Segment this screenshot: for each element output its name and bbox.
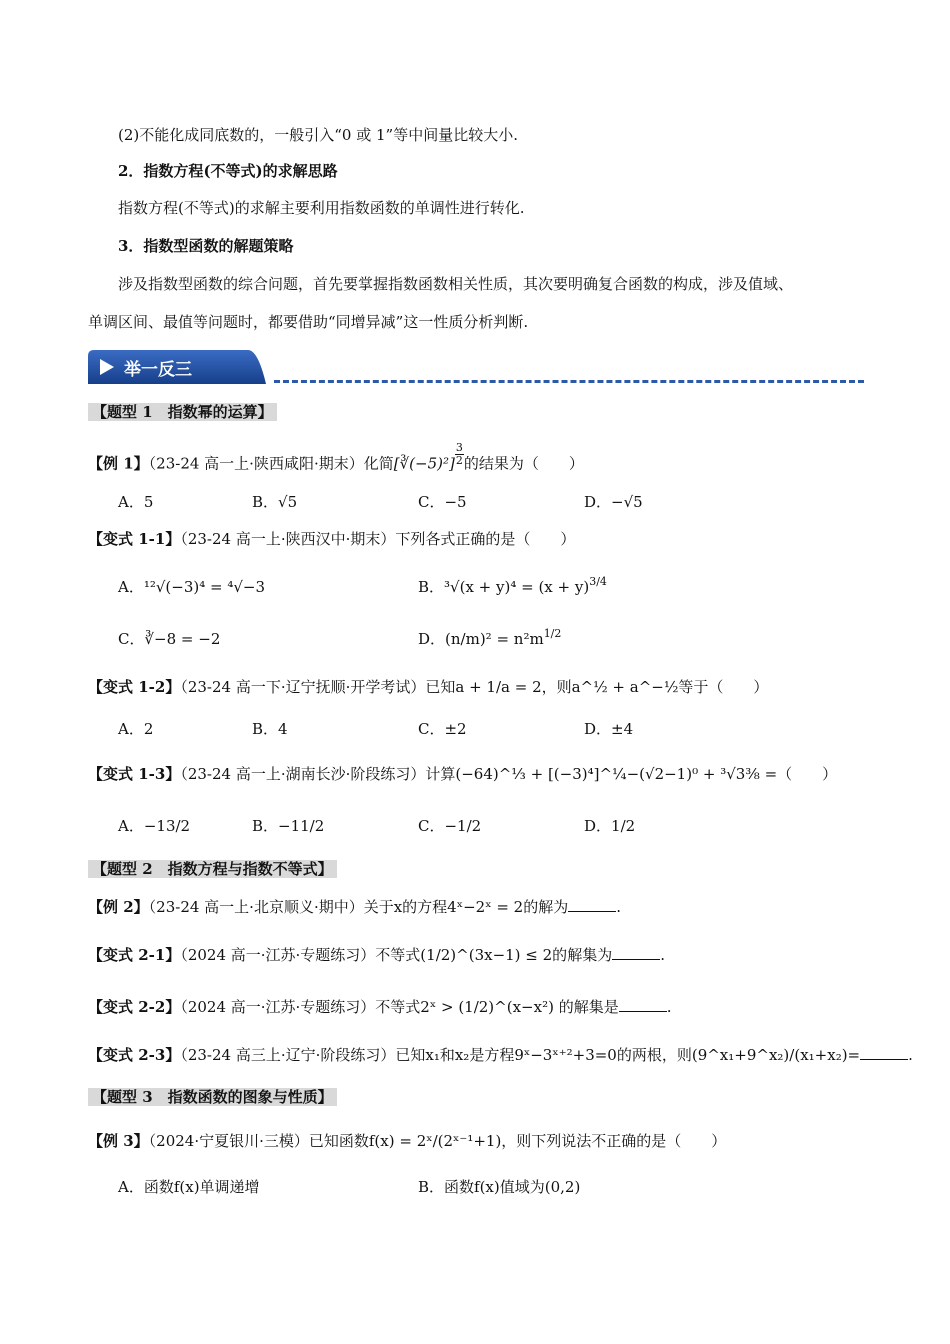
intro-paragraph-3b: 单调区间、最值等问题时，都要借助“同增异减”这一性质分析判断. <box>88 313 529 331</box>
variant-1-1-option-d: D．$(n/m)^2 = n^2m^{1/2}$ <box>418 627 562 648</box>
section-heading-3: 3．指数型函数的解题策略 <box>118 237 294 255</box>
answer-blank <box>860 1045 908 1060</box>
example-1-option-b: B．√5 <box>252 493 298 511</box>
intro-paragraph-1: (2)不能化成同底数的，一般引入“0 或 1”等中间量比较大小. <box>118 126 518 144</box>
type1-heading: 【题型 1 指数幂的运算】 <box>88 401 277 423</box>
variant-1-3-option-c: C．−1/2 <box>418 817 482 835</box>
example-1-option-d: D．−√5 <box>584 493 643 511</box>
example-2: 【例 2】（23-24 高一上·北京顺义·期中）关于x的方程4ˣ−2ˣ = 2的解为 . <box>88 898 621 916</box>
variant-1-1: 【变式 1-1】（23-24 高一上·陕西汉中·期末）下列各式正确的是（ ） <box>88 530 576 548</box>
variant-2-3: 【变式 2-3】（23-24 高三上·辽宁·阶段练习）已知x₁和x₂是方程9ˣ−3ˣ⁺²+3=0的两根，则(9^x₁+9^x₂)/(x₁+x₂)= . <box>88 1046 913 1064</box>
variant-1-1-option-a: A．¹²√(−3)⁴ = ⁴√−3 <box>118 578 266 596</box>
intro-paragraph-2: 指数方程(不等式)的求解主要利用指数函数的单调性进行转化. <box>118 199 525 217</box>
example-1-option-c: C．−5 <box>418 493 467 511</box>
answer-blank <box>619 997 667 1012</box>
banner-label: 举一反三 <box>124 360 192 380</box>
example-1: 【例 1】（23-24 高一上·陕西咸阳·期末）化简[∛(−5)²] $\frac{3}{2}$ 的结果为（ ） <box>88 441 584 473</box>
intro-paragraph-3a: 涉及指数型函数的综合问题，首先要掌握指数函数相关性质，其次要明确复合函数的构成，涉及值域、 <box>118 275 794 293</box>
variant-1-3: 【变式 1-3】（23-24 高一上·湖南长沙·阶段练习）计算(−64)^⅓ + [(−3)⁴]^¼−(√2−1)⁰ + ³√3⅜ =（ ） <box>88 765 838 783</box>
variant-1-2-option-d: D．±4 <box>584 720 634 738</box>
variant-1-2: 【变式 1-2】（23-24 高一下·辽宁抚顺·开学考试）已知a + 1/a = 2，则a^½ + a^−½等于（ ） <box>88 678 769 696</box>
variant-1-1-option-c: C．∛−8 = −2 <box>118 630 221 648</box>
variant-1-1-option-b: B．$^3√(x + y)^4 = (x + y)^{3/4}$ <box>418 575 607 596</box>
variant-1-3-option-b: B．−11/2 <box>252 817 325 835</box>
variant-1-2-option-a: A．2 <box>118 720 154 738</box>
type2-heading: 【题型 2 指数方程与指数不等式】 <box>88 858 337 880</box>
type3-heading: 【题型 3 指数函数的图象与性质】 <box>88 1086 337 1108</box>
variant-1-2-option-c: C．±2 <box>418 720 467 738</box>
example-3-option-b: B．函数f(x)值域为(0,2) <box>418 1178 581 1196</box>
variant-1-3-option-a: A．−13/2 <box>118 817 191 835</box>
variant-2-1: 【变式 2-1】（2024 高一·江苏·专题练习）不等式(1/2)^(3x−1) ≤ 2的解集为 . <box>88 946 665 964</box>
example-3: 【例 3】（2024·宁夏银川·三模）已知函数f(x) = 2ˣ/(2ˣ⁻¹+1)，则下列说法不正确的是（ ） <box>88 1132 727 1150</box>
example-3-option-a: A．函数f(x)单调递增 <box>118 1178 260 1196</box>
section-heading-2: 2．指数方程(不等式)的求解思路 <box>118 162 338 180</box>
variant-1-3-option-d: D．1/2 <box>584 817 636 835</box>
answer-blank <box>612 945 660 960</box>
section-banner <box>88 350 266 384</box>
banner-divider <box>274 380 864 383</box>
answer-blank <box>568 897 616 912</box>
example-1-option-a: A．5 <box>118 493 154 511</box>
variant-1-2-option-b: B．4 <box>252 720 288 738</box>
variant-2-2: 【变式 2-2】（2024 高一·江苏·专题练习）不等式2ˣ > (1/2)^(x−x²) 的解集是 . <box>88 998 672 1016</box>
